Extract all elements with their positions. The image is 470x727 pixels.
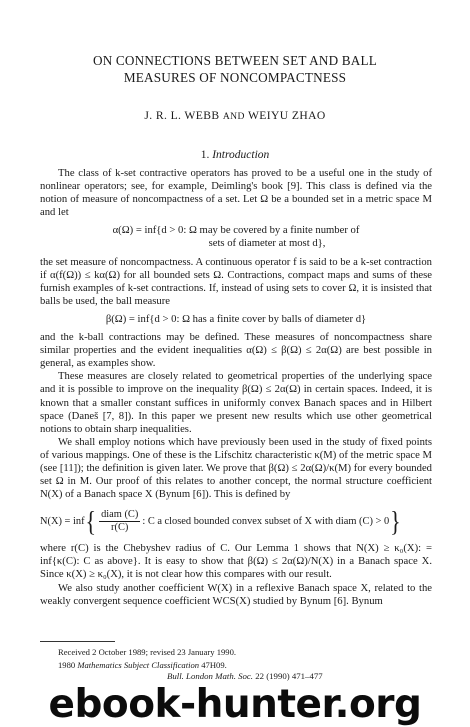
title-line-1: ON CONNECTIONS BETWEEN SET AND BALL <box>92 53 378 68</box>
paragraph-4: These measures are closely related to geometrical properties of the underlying space and it is possible to improve on the inequality β(Ω) ≤ 2α(Ω) in certain spaces. Indeed, it is known that a smaller constant suffices in uniformly convex Banach spaces and in Hilbert space (Daneš [7, 8]). In this paper we present new results which use other geometrical notions to obtain sharp inequalities. <box>40 371 432 435</box>
left-brace-icon: { <box>85 504 97 538</box>
paragraph-7: We also study another coefficient W(X) in a reflexive Banach space X, related to the weakly convergent sequence coefficient WCS(X) studied by Bynum [6]. Bynum <box>40 582 432 607</box>
footnotes <box>58 646 236 671</box>
msc-year: 1980 <box>58 659 76 670</box>
journal-reference <box>167 671 323 681</box>
display-equation-3 <box>40 504 432 538</box>
equation-1-line-2: sets of diameter at most d}, <box>208 238 326 250</box>
title-line-2: MEASURES OF NONCOMPACTNESS <box>123 70 347 85</box>
msc-code: 47H09. <box>201 659 227 670</box>
section-number: 1. <box>200 149 210 161</box>
display-equation-1 <box>40 224 432 250</box>
section-heading <box>40 149 430 161</box>
display-equation-2: β(Ω) = inf{d > 0: Ω has a finite cover by balls of diameter d} <box>105 313 367 325</box>
fraction <box>99 509 140 534</box>
right-brace-icon: } <box>390 504 401 538</box>
received-note: Received 2 October 1989; revised 23 January 1990. <box>58 647 237 657</box>
section-title: Introduction <box>212 149 270 161</box>
paragraph-1: The class of k-set contractive operators has proved to be a useful one in the study of nonlinear operators; see, for example, Deimling's book [9]. This class is defined via the notion of measure of noncompactness of a set. Let Ω be a bounded set in a metric space M and let <box>40 168 432 219</box>
equation-3-left: N(X) = inf <box>40 516 85 528</box>
msc-label: Mathematics Subject Classification <box>77 659 200 670</box>
authors <box>40 109 430 122</box>
paragraph-2: the set measure of noncompactness. A continuous operator f is said to be a k-set contraction if α(f(Ω)) ≤ kα(Ω) for all bounded sets Ω. Contractions, compact maps and sums of these furnish examples of k-set contractions. If, instead of using sets to cover Ω, it is insisted that balls be used, the ball measure <box>40 256 432 307</box>
equation-1-line-1: α(Ω) = inf{d > 0: Ω may be covered by a finite number of <box>112 225 360 237</box>
watermark-text: ebook-hunter.org <box>48 682 422 727</box>
paragraph-6: where r(C) is the Chebyshev radius of C. Our Lemma 1 shows that N(X) ≥ κ₀(X): = inf{κ(C): C as above}. It is easy to show that β(Ω) ≤ 2α(Ω)/N(X) in a Banach space X. Since κ(X) ≥ κ₀(X), it is not clear how this compares with our result. <box>40 543 432 581</box>
author-and: AND <box>222 111 245 122</box>
fraction-denominator: r(C) <box>111 522 129 534</box>
paper-title <box>40 52 430 86</box>
msc-note <box>58 659 236 672</box>
equation-3-right: : C a closed bounded convex subset of X with diam (C) > 0 <box>142 516 390 528</box>
paragraph-5: We shall employ notions which have previously been used in the study of fixed points of various mappings. One of these is the Lifschitz characteristic κ(M) of the metric space M (see [11]); the definition is given later. We prove that β(Ω) ≤ 2α(Ω)/κ(M) for every bounded set Ω in M. Our proof of this relates to another concept, the normal structure coefficient N(X) of a Banach space X (Bynum [6]). This is defined by <box>40 436 432 501</box>
paper-body <box>40 167 432 608</box>
fraction-numerator: diam (C) <box>101 509 139 521</box>
journal-name: Bull. London Math. Soc. <box>167 671 254 681</box>
footnote-rule <box>40 641 115 642</box>
author-2: WEIYU ZHAO <box>247 109 326 122</box>
author-1: J. R. L. WEBB <box>144 109 220 122</box>
journal-volume-pages: 22 (1990) 471–477 <box>255 671 323 681</box>
paragraph-3: and the k-ball contractions may be defined. These measures of noncompactness share similar properties and the evident inequalities α(Ω) ≤ β(Ω) ≤ 2α(Ω) are best possible in general, as examples show. <box>40 332 432 370</box>
